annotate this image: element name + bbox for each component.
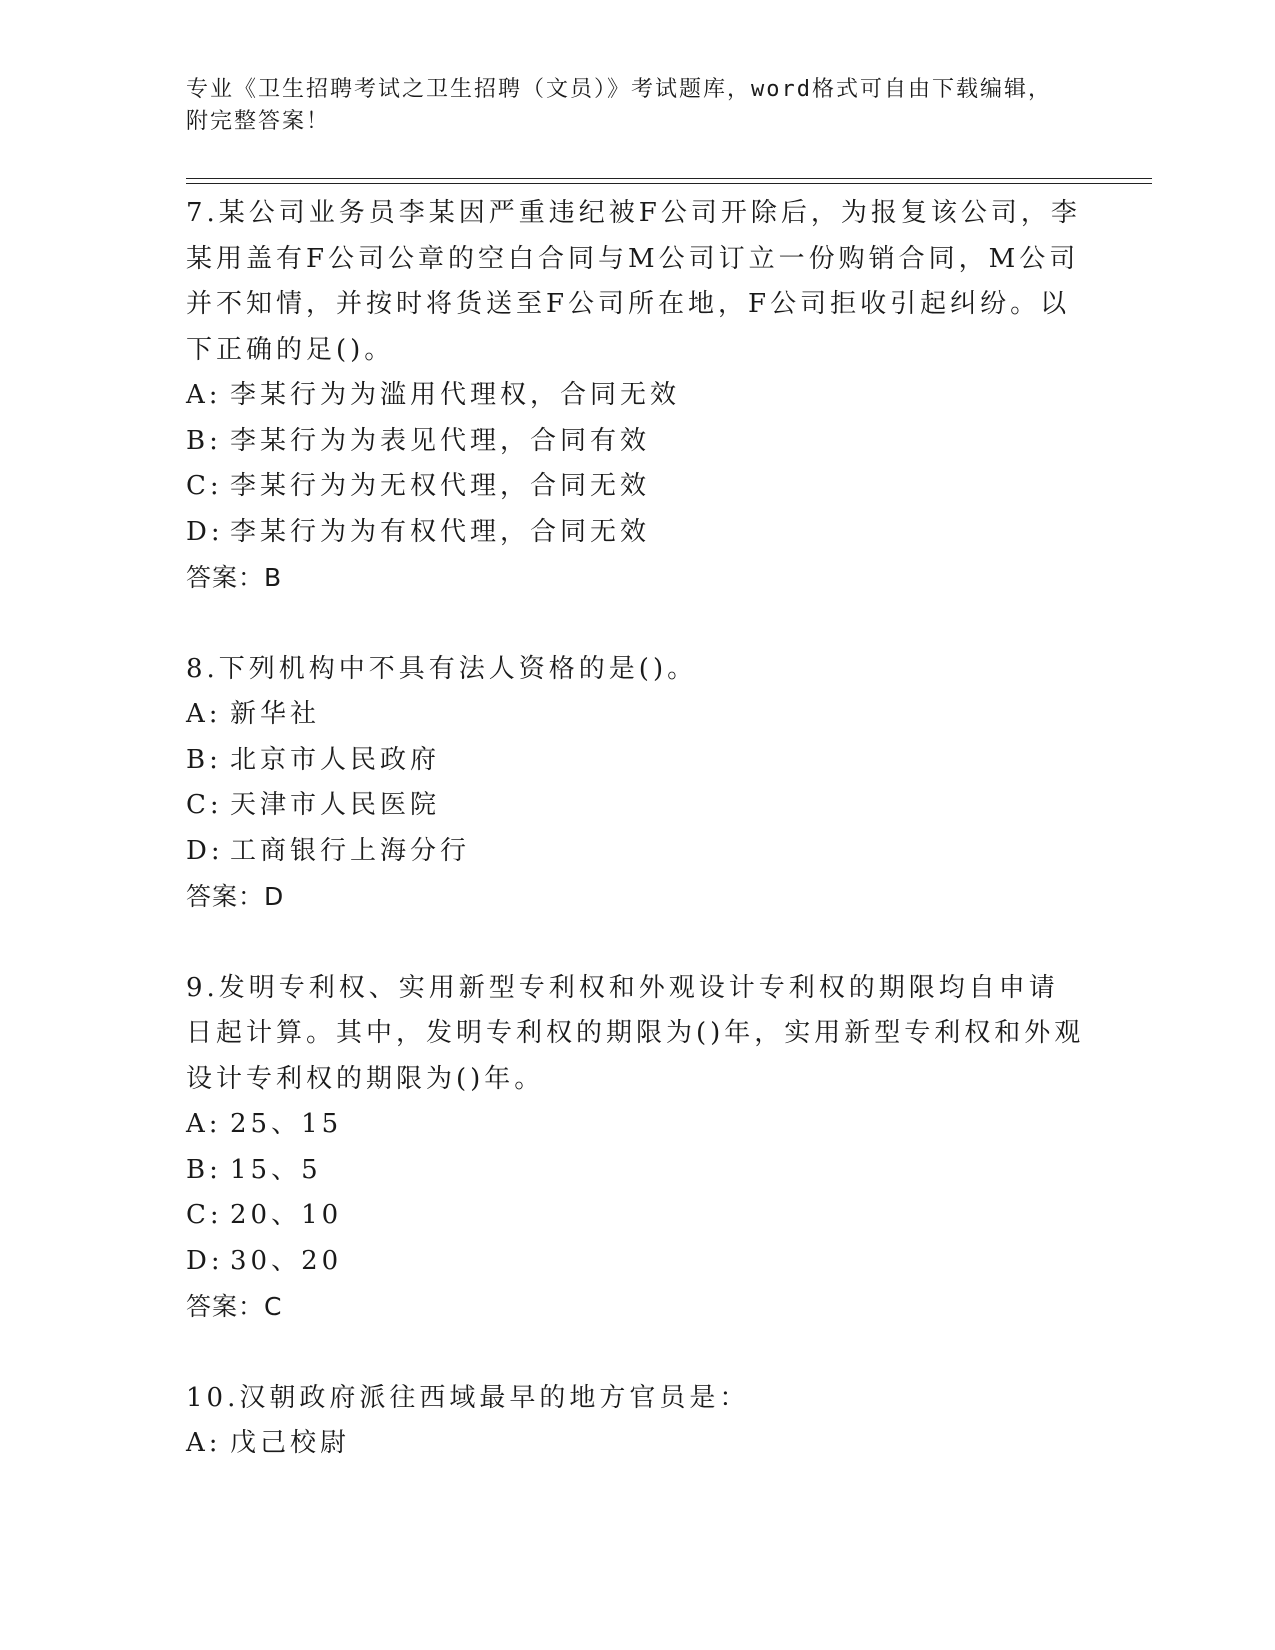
option-text: 李某行为为有权代理，合同无效 bbox=[230, 516, 651, 547]
option-c bbox=[186, 464, 1086, 510]
question-text: 10.汉朝政府派往西域最早的地方官员是： bbox=[186, 1382, 750, 1413]
option-text: 20、10 bbox=[230, 1200, 343, 1230]
option-letter: C: bbox=[186, 471, 223, 501]
option-letter: D: bbox=[186, 1245, 224, 1276]
option-letter: D: bbox=[186, 835, 224, 866]
option-letter: A: bbox=[186, 1428, 222, 1458]
option-c bbox=[186, 783, 1086, 829]
option-text: 工商银行上海分行 bbox=[230, 835, 471, 866]
option-text: 北京市人民政府 bbox=[230, 744, 441, 775]
option-letter: B: bbox=[186, 1154, 222, 1185]
option-text: 30、20 bbox=[230, 1245, 343, 1276]
option-letter: C: bbox=[186, 1200, 223, 1230]
question-10 bbox=[186, 1376, 1086, 1467]
option-text: 李某行为为表见代理，合同有效 bbox=[230, 425, 651, 456]
option-letter: A: bbox=[186, 380, 222, 410]
option-a bbox=[186, 373, 1086, 419]
question-8 bbox=[186, 647, 1086, 920]
option-b bbox=[186, 738, 1086, 784]
option-text: 李某行为为无权代理，合同无效 bbox=[230, 471, 651, 501]
document-intro: 专业《卫生招聘考试之卫生招聘（文员）》考试题库，word格式可自由下载编辑，附完整答案！ bbox=[186, 77, 1052, 134]
question-9 bbox=[186, 966, 1086, 1330]
option-letter: C: bbox=[186, 790, 223, 820]
question-text: 8.下列机构中不具有法人资格的是()。 bbox=[186, 653, 698, 684]
answer-label: 答案：B bbox=[186, 563, 283, 592]
option-a bbox=[186, 1421, 1086, 1467]
option-c bbox=[186, 1193, 1086, 1239]
option-b bbox=[186, 419, 1086, 465]
option-a bbox=[186, 1102, 1086, 1148]
option-letter: B: bbox=[186, 425, 222, 456]
option-letter: D: bbox=[186, 516, 224, 547]
answer-label: 答案：D bbox=[186, 882, 285, 911]
header-divider-bottom bbox=[186, 183, 1152, 184]
question-list bbox=[186, 191, 1086, 1513]
option-d bbox=[186, 829, 1086, 875]
option-b bbox=[186, 1148, 1086, 1194]
question-7 bbox=[186, 191, 1086, 601]
option-text: 戊己校尉 bbox=[230, 1428, 351, 1458]
option-letter: B: bbox=[186, 744, 222, 775]
option-letter: A: bbox=[186, 699, 222, 729]
option-text: 新华社 bbox=[230, 699, 321, 729]
question-text: 9.发明专利权、实用新型专利权和外观设计专利权的期限均自申请日起计算。其中，发明专利权的期限为()年，实用新型专利权和外观设计专利权的期限为()年。 bbox=[186, 972, 1085, 1094]
option-letter: A: bbox=[186, 1109, 222, 1139]
option-text: 25、15 bbox=[230, 1109, 343, 1139]
option-text: 15、5 bbox=[230, 1154, 322, 1185]
option-d bbox=[186, 510, 1086, 556]
answer-label: 答案：C bbox=[186, 1292, 283, 1321]
option-d bbox=[186, 1239, 1086, 1285]
question-text: 7.某公司业务员李某因严重违纪被F公司开除后，为报复该公司，李某用盖有F公司公章的空白合同与M公司订立一份购销合同，M公司并不知情，并按时将货送至F公司所在地，F公司拒收引起纠纷。以下正确的足()。 bbox=[186, 198, 1081, 365]
option-text: 天津市人民医院 bbox=[230, 790, 441, 820]
option-text: 李某行为为滥用代理权，合同无效 bbox=[230, 380, 681, 410]
option-a bbox=[186, 692, 1086, 738]
header-divider-top bbox=[186, 178, 1152, 179]
